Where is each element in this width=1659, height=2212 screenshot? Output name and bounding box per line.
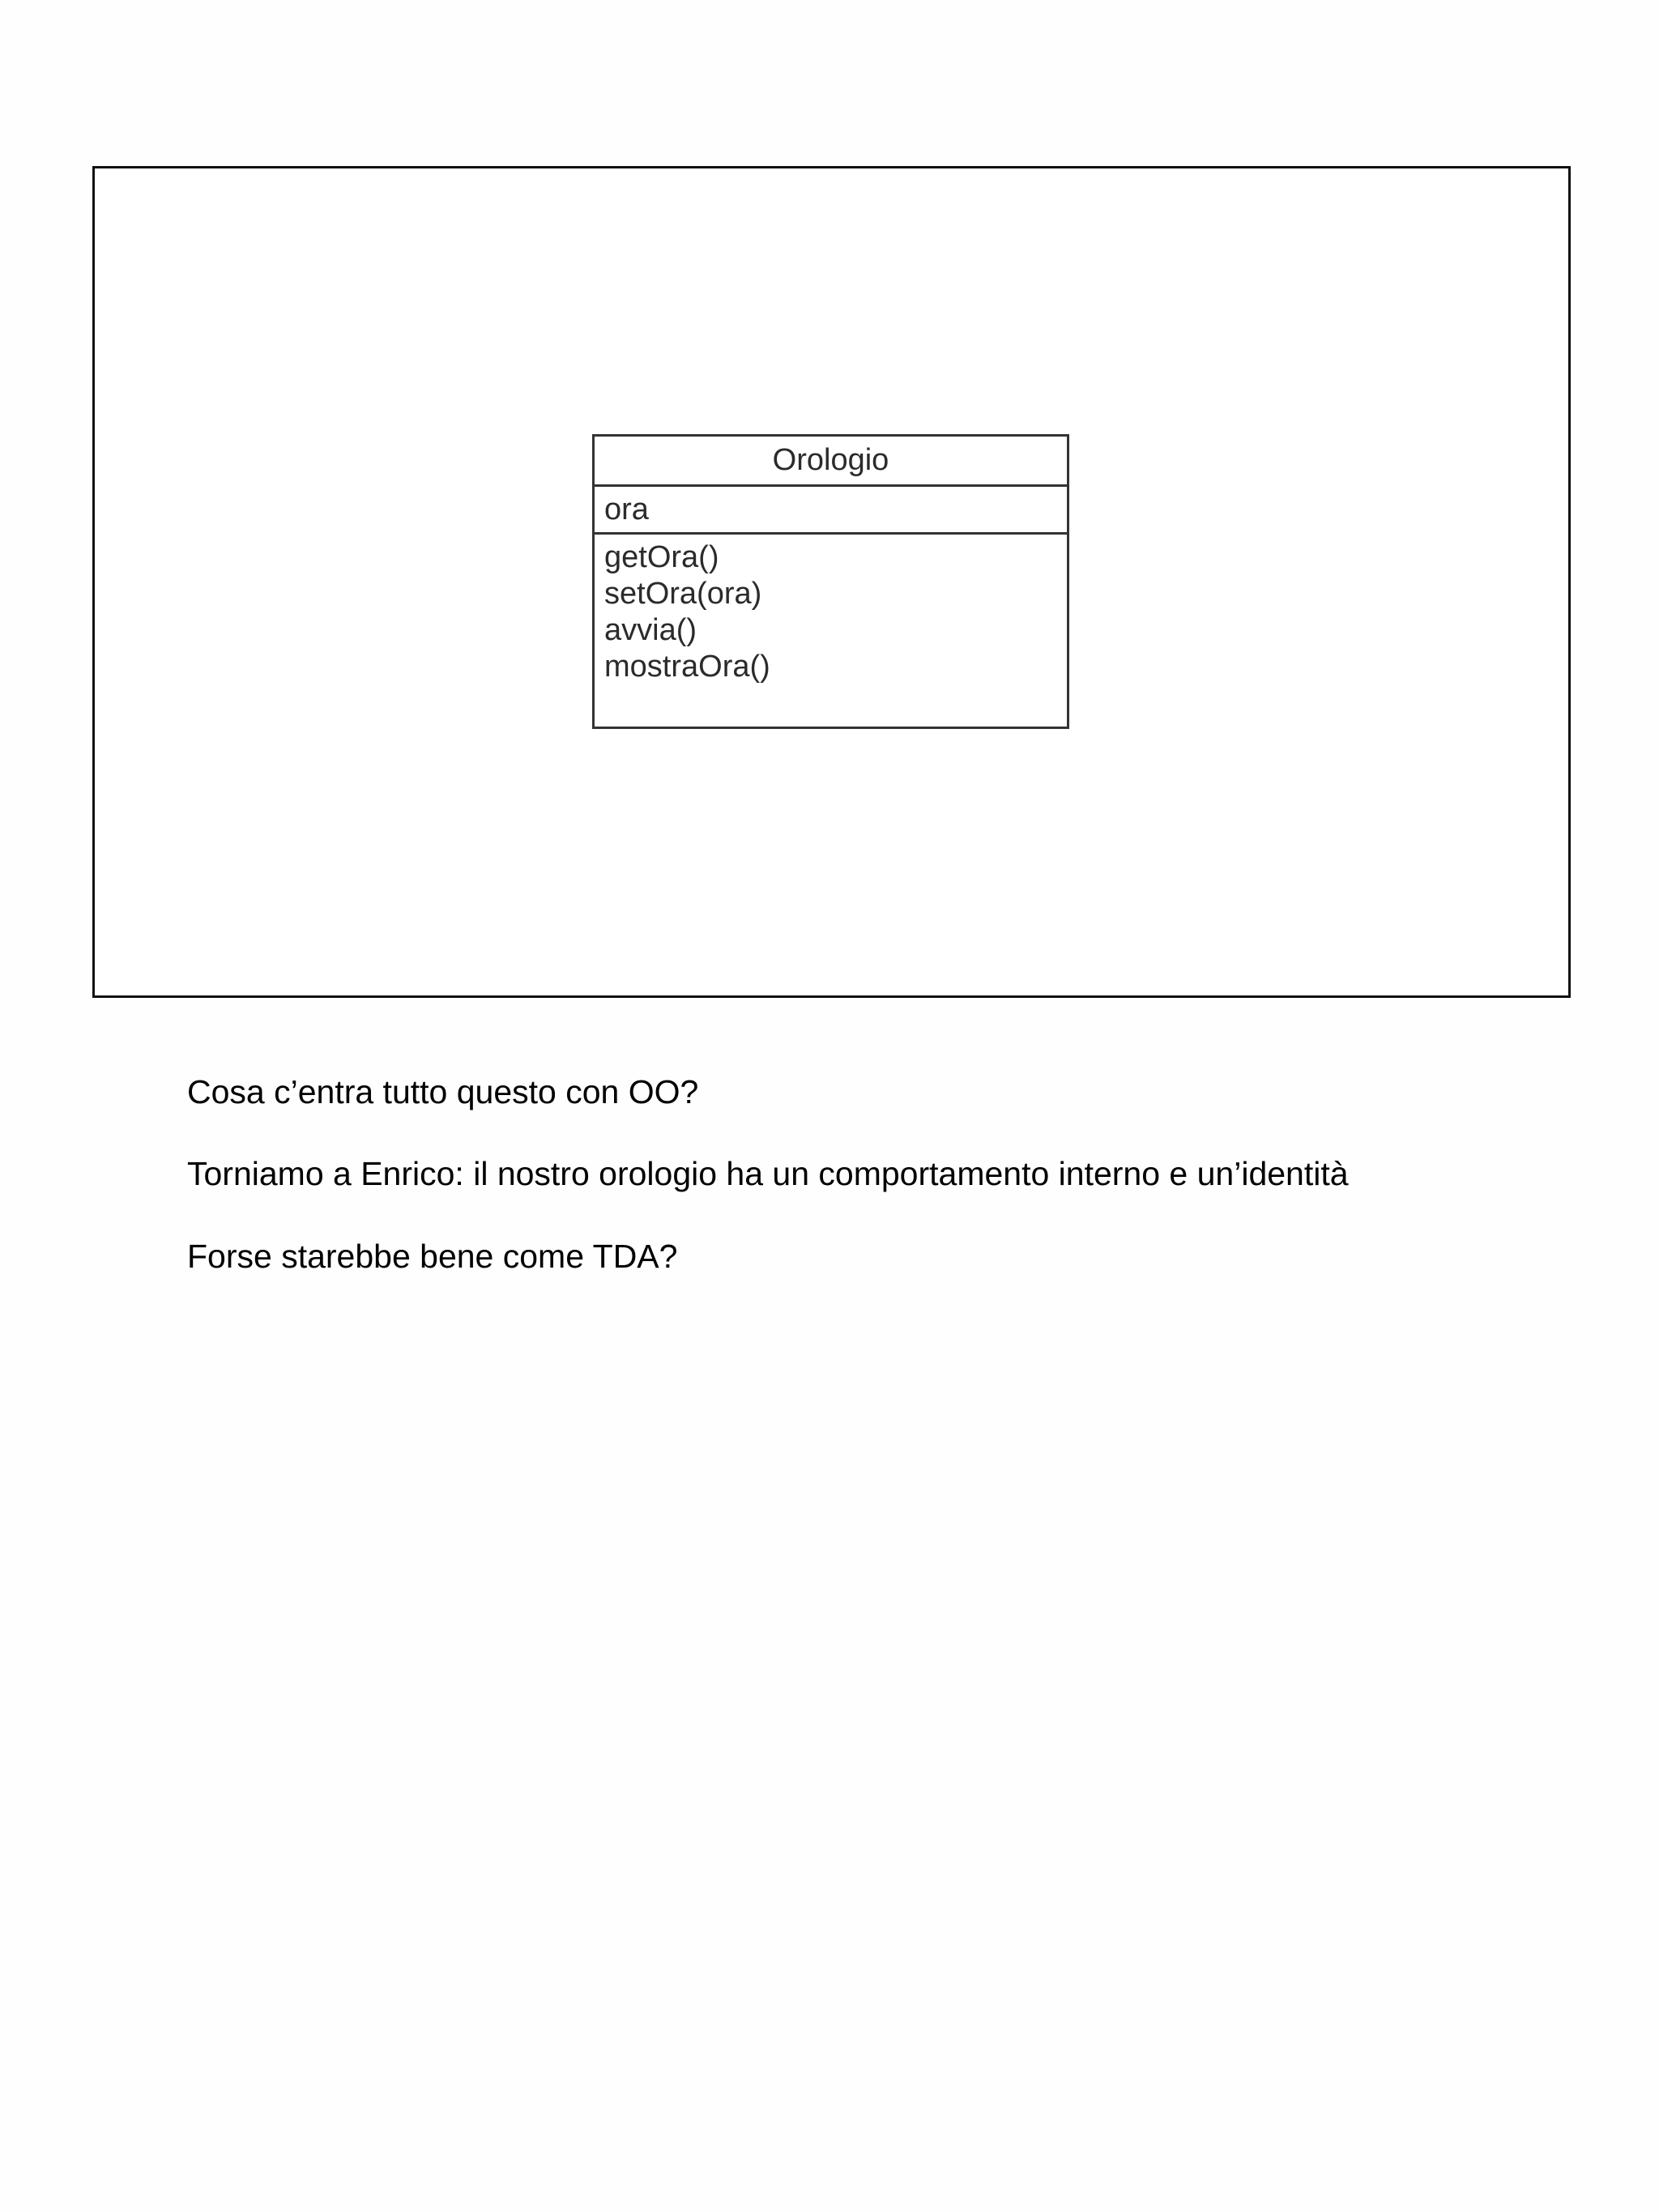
uml-methods-section — [595, 535, 1067, 685]
uml-class-name: Orologio — [595, 437, 1067, 487]
uml-method: getOra() — [604, 540, 719, 574]
paragraph-tda-question: Forse starebbe bene come TDA? — [187, 1238, 678, 1275]
uml-attribute: ora — [604, 492, 649, 526]
uml-method: mostraOra() — [604, 650, 770, 684]
uml-method: avvia() — [604, 613, 697, 647]
uml-attributes-section — [595, 487, 1067, 535]
paragraph-question-oo: Cosa c’entra tutto questo con OO? — [187, 1073, 699, 1110]
uml-method: setOra(ora) — [604, 577, 762, 611]
paragraph-enrico: Torniamo a Enrico: il nostro orologio ha un comportamento interno e un’identità — [187, 1155, 1349, 1192]
uml-class-box — [592, 434, 1069, 729]
